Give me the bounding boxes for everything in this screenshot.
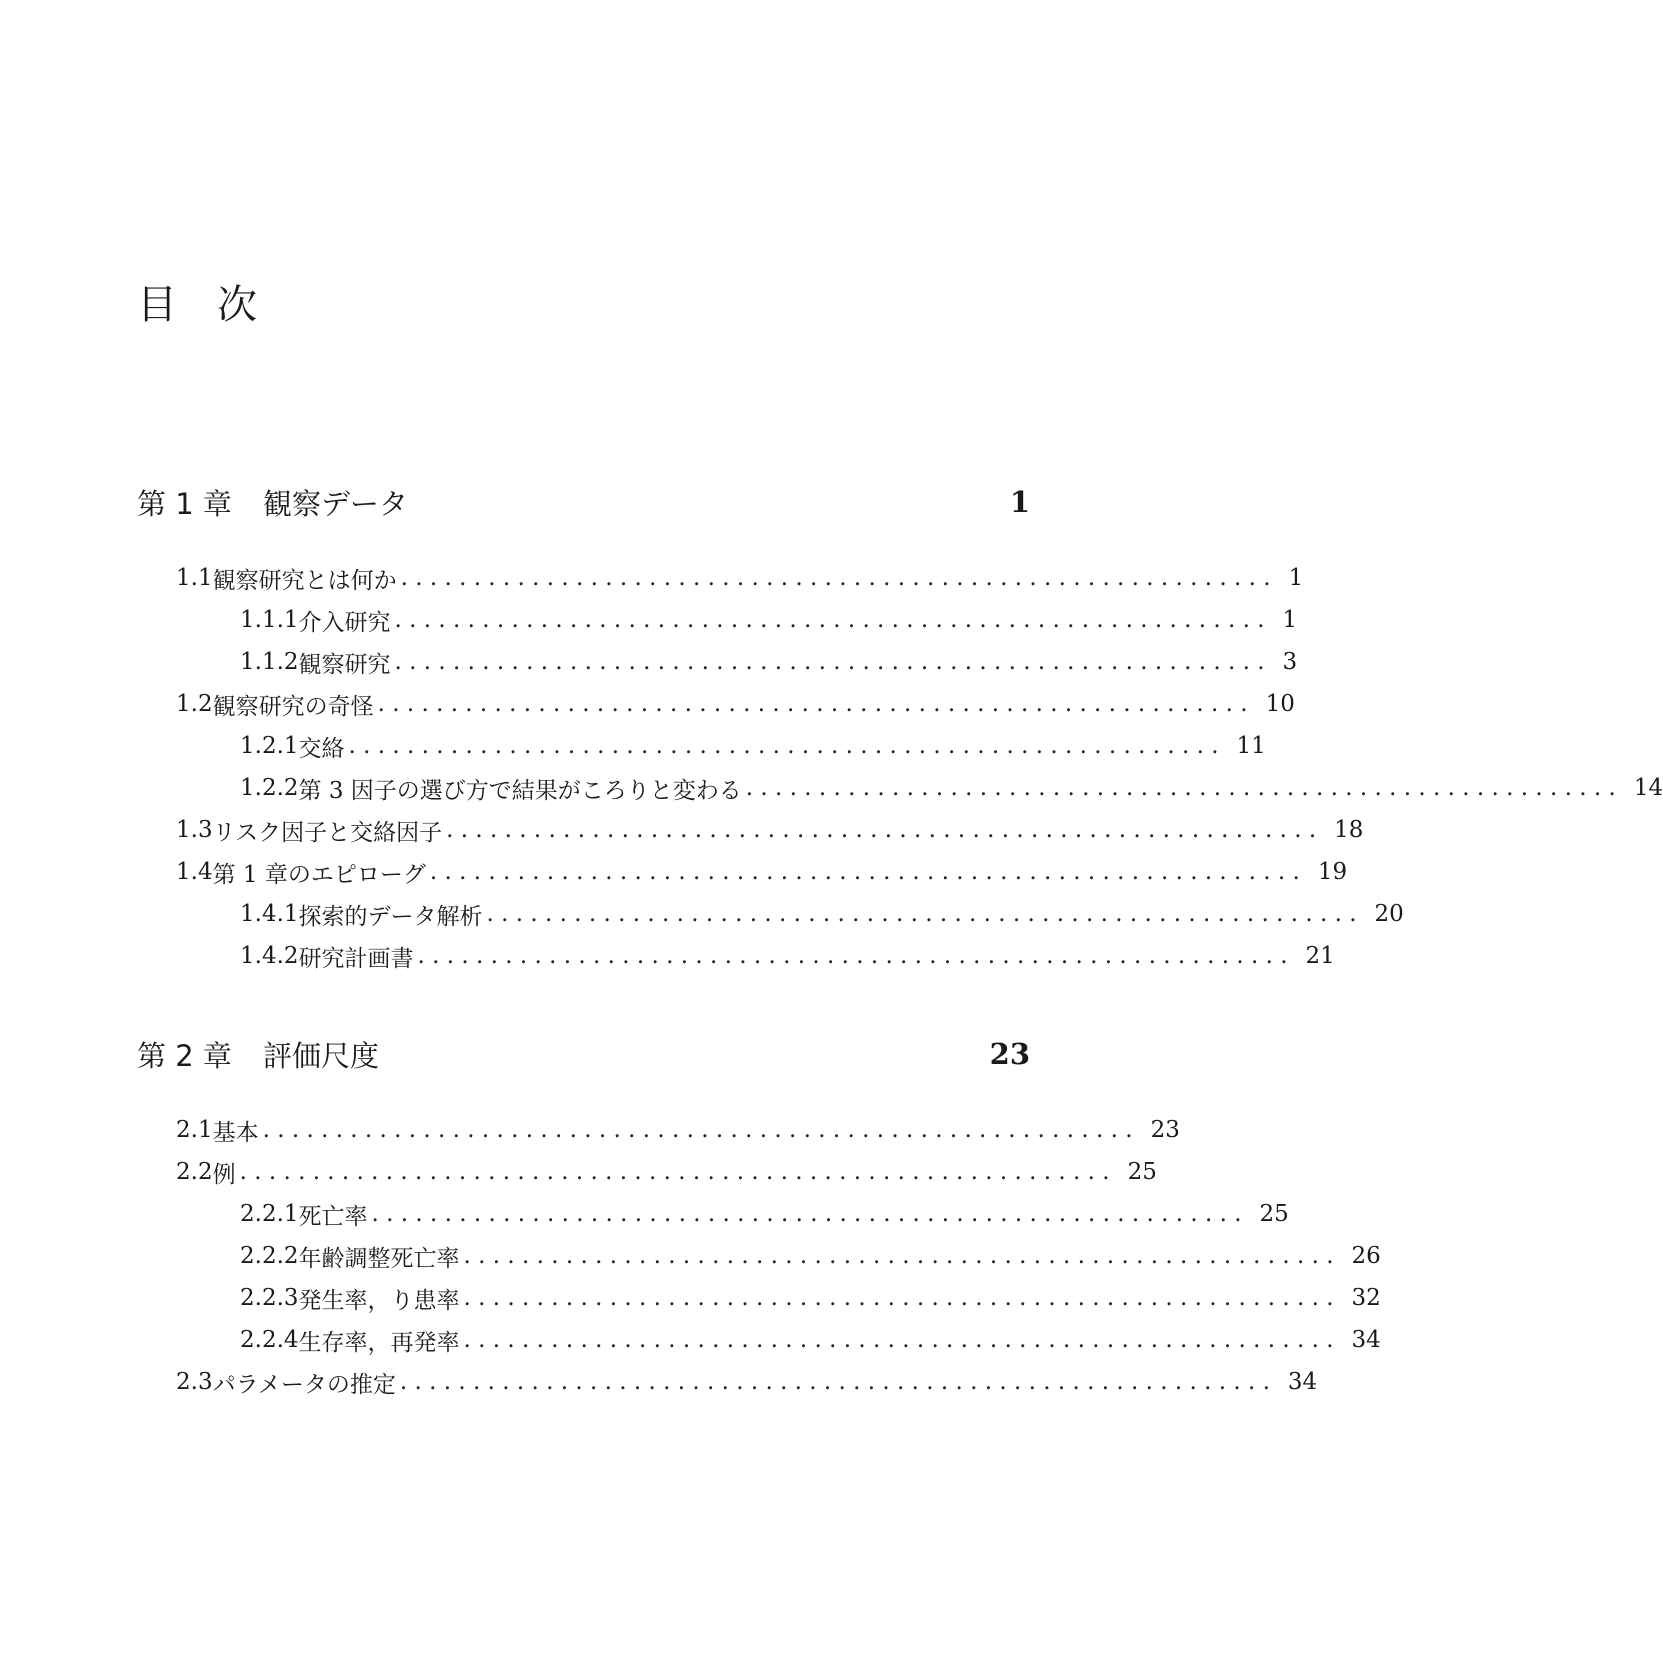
toc-entry[interactable] xyxy=(176,1150,1157,1194)
section-number: 1.2 xyxy=(176,691,213,717)
section-number: 2.1 xyxy=(176,1117,213,1143)
section-number: 1.4.1 xyxy=(240,901,299,927)
toc-entry[interactable] xyxy=(240,934,1335,978)
page-number: 25 xyxy=(1127,1159,1157,1185)
toc-entry[interactable] xyxy=(240,640,1298,684)
section-title: 年齢調整死亡率 xyxy=(298,1245,460,1272)
chapter-label: 第 2 章 xyxy=(137,1038,232,1073)
page-number: 14 xyxy=(1633,775,1663,801)
dot-leader: . . . . . . . . . . . . . . . . . . . . . . . . . . . . . . . . . . . . . . . . . . . . . . . . . . . . . . . . . . . . xyxy=(463,1327,1334,1353)
dot-leader: . . . . . . . . . . . . . . . . . . . . . . . . . . . . . . . . . . . . . . . . . . . . . . . . . . . . . . . . . . . . xyxy=(394,607,1265,633)
chapter-heading[interactable] xyxy=(137,480,1030,524)
section-number: 1.4.2 xyxy=(240,943,299,969)
toc-entry[interactable] xyxy=(176,556,1304,600)
section-title: リスク因子と交絡因子 xyxy=(212,819,443,846)
section-number: 1.1.2 xyxy=(240,649,299,675)
dot-leader: . . . . . . . . . . . . . . . . . . . . . . . . . . . . . . . . . . . . . . . . . . . . . . . . . . . . . . . . . . . . xyxy=(429,859,1300,885)
dot-leader: . . . . . . . . . . . . . . . . . . . . . . . . . . . . . . . . . . . . . . . . . . . . . . . . . . . . . . . . . . . . xyxy=(239,1159,1110,1185)
section-title: 例 xyxy=(212,1161,236,1188)
page-number: 25 xyxy=(1259,1201,1289,1227)
dot-leader: . . . . . . . . . . . . . . . . . . . . . . . . . . . . . . . . . . . . . . . . . . . . . . . . . . . . . . . . . . . . xyxy=(463,1243,1334,1269)
chapter-page-number: 23 xyxy=(989,1037,1030,1071)
section-title: 観察研究とは何か xyxy=(212,567,397,594)
section-title: 基本 xyxy=(212,1119,259,1146)
toc-entry[interactable] xyxy=(176,808,1364,852)
dot-leader: . . . . . . . . . . . . . . . . . . . . . . . . . . . . . . . . . . . . . . . . . . . . . . . . . . . . . . . . . . . . xyxy=(400,565,1271,591)
section-title: 第 3 因子の選び方で結果がころりと変わる xyxy=(298,777,742,804)
page-number: 34 xyxy=(1351,1327,1381,1353)
section-number: 2.2 xyxy=(176,1159,213,1185)
page-number: 20 xyxy=(1374,901,1404,927)
section-number: 2.2.2 xyxy=(240,1243,299,1269)
dot-leader: . . . . . . . . . . . . . . . . . . . . . . . . . . . . . . . . . . . . . . . . . . . . . . . . . . . . . . . . . . . . xyxy=(371,1201,1242,1227)
dot-leader: . . . . . . . . . . . . . . . . . . . . . . . . . . . . . . . . . . . . . . . . . . . . . . . . . . . . . . . . . . . . xyxy=(377,691,1248,717)
section-number: 1.2.2 xyxy=(240,775,299,801)
page-number: 18 xyxy=(1334,817,1364,843)
section-title: 第 1 章のエピローグ xyxy=(212,861,426,888)
chapter-label: 第 1 章 xyxy=(137,486,232,521)
toc-entry[interactable] xyxy=(240,766,1663,810)
section-title: 発生率，り患率 xyxy=(298,1287,460,1314)
page-number: 34 xyxy=(1287,1369,1318,1395)
page-number: 11 xyxy=(1236,733,1266,759)
section-number: 2.2.3 xyxy=(240,1285,299,1311)
section-number: 1.4 xyxy=(176,859,213,885)
dot-leader: . . . . . . . . . . . . . . . . . . . . . . . . . . . . . . . . . . . . . . . . . . . . . . . . . . . . . . . . . . . . xyxy=(745,775,1616,801)
section-title: 生存率，再発率 xyxy=(298,1329,460,1356)
dot-leader: . . . . . . . . . . . . . . . . . . . . . . . . . . . . . . . . . . . . . . . . . . . . . . . . . . . . . . . . . . . . xyxy=(399,1369,1270,1395)
dot-leader: . . . . . . . . . . . . . . . . . . . . . . . . . . . . . . . . . . . . . . . . . . . . . . . . . . . . . . . . . . . . xyxy=(417,943,1288,969)
section-title: パラメータの推定 xyxy=(212,1371,396,1398)
chapter-page-number: 1 xyxy=(1009,485,1030,519)
toc-entry[interactable] xyxy=(176,682,1295,726)
page-number: 21 xyxy=(1305,943,1335,969)
chapter-title: 観察データ xyxy=(263,486,409,521)
section-number: 2.2.1 xyxy=(240,1201,299,1227)
section-title: 死亡率 xyxy=(298,1203,368,1230)
toc-entry[interactable] xyxy=(176,1108,1180,1152)
dot-leader: . . . . . . . . . . . . . . . . . . . . . . . . . . . . . . . . . . . . . . . . . . . . . . . . . . . . . . . . . . . . xyxy=(262,1117,1133,1143)
toc-entry[interactable] xyxy=(240,1192,1289,1236)
page-number: 19 xyxy=(1317,859,1348,885)
toc-entry[interactable] xyxy=(240,1318,1381,1362)
dot-leader: . . . . . . . . . . . . . . . . . . . . . . . . . . . . . . . . . . . . . . . . . . . . . . . . . . . . . . . . . . . . xyxy=(446,817,1317,843)
toc-entry[interactable] xyxy=(240,1276,1381,1320)
chapter-title: 評価尺度 xyxy=(263,1038,380,1073)
section-number: 2.2.4 xyxy=(240,1327,299,1353)
page-number: 10 xyxy=(1265,691,1295,717)
dot-leader: . . . . . . . . . . . . . . . . . . . . . . . . . . . . . . . . . . . . . . . . . . . . . . . . . . . . . . . . . . . . xyxy=(463,1285,1334,1311)
dot-leader: . . . . . . . . . . . . . . . . . . . . . . . . . . . . . . . . . . . . . . . . . . . . . . . . . . . . . . . . . . . . xyxy=(486,901,1357,927)
toc-entry[interactable] xyxy=(240,724,1266,768)
dot-leader: . . . . . . . . . . . . . . . . . . . . . . . . . . . . . . . . . . . . . . . . . . . . . . . . . . . . . . . . . . . . xyxy=(348,733,1219,759)
section-number: 2.3 xyxy=(176,1369,213,1395)
toc-entry[interactable] xyxy=(240,598,1298,642)
dot-leader: . . . . . . . . . . . . . . . . . . . . . . . . . . . . . . . . . . . . . . . . . . . . . . . . . . . . . . . . . . . . xyxy=(394,649,1265,675)
page-number: 32 xyxy=(1351,1285,1381,1311)
section-number: 1.3 xyxy=(176,817,213,843)
section-title: 探索的データ解析 xyxy=(298,903,483,930)
page-number: 1 xyxy=(1282,607,1298,633)
section-title: 研究計画書 xyxy=(298,945,414,972)
section-title: 交絡 xyxy=(298,735,345,762)
section-title: 観察研究の奇怪 xyxy=(212,693,374,720)
toc-title: 目 次 xyxy=(137,282,257,328)
page-number: 26 xyxy=(1351,1243,1381,1269)
section-number: 1.2.1 xyxy=(240,733,299,759)
section-number: 1.1 xyxy=(176,565,213,591)
page-number: 3 xyxy=(1282,649,1298,675)
section-title: 観察研究 xyxy=(298,651,391,678)
chapter-heading[interactable] xyxy=(137,1032,1030,1076)
toc-entry[interactable] xyxy=(176,850,1348,894)
section-number: 1.1.1 xyxy=(240,607,299,633)
section-title: 介入研究 xyxy=(298,609,391,636)
toc-entry[interactable] xyxy=(176,1360,1318,1404)
page-number: 23 xyxy=(1150,1117,1180,1143)
toc-entry[interactable] xyxy=(240,1234,1381,1278)
toc-entry[interactable] xyxy=(240,892,1404,936)
page-number: 1 xyxy=(1288,565,1304,591)
